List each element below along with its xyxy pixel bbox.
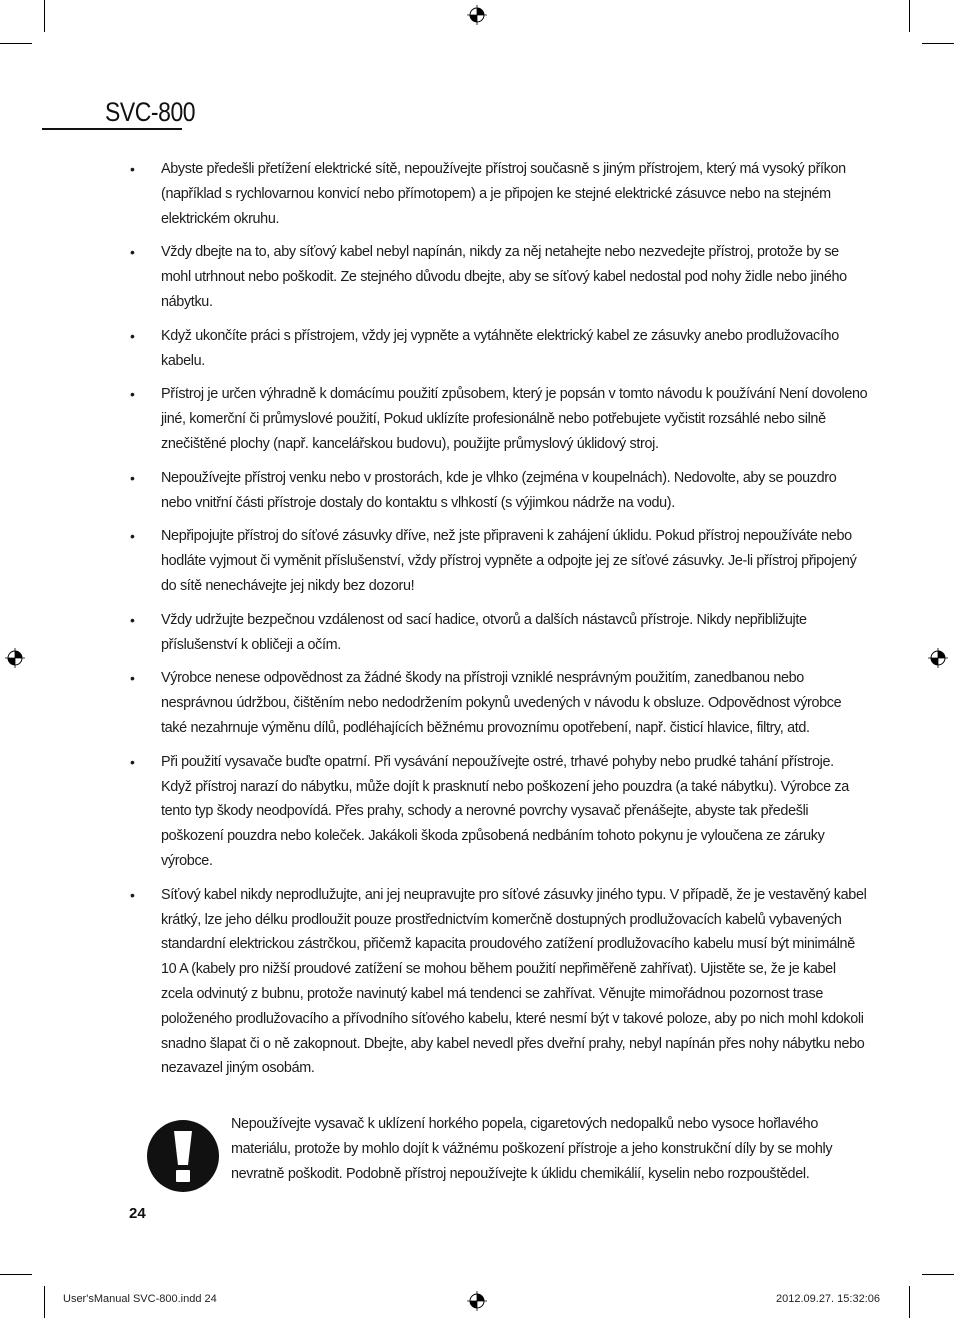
slug-date: 2012.09.27. 15:32:06 bbox=[776, 1293, 880, 1305]
crop-mark bbox=[922, 43, 954, 44]
registration-mark-icon bbox=[467, 1291, 487, 1311]
list-item-text: Vždy udržujte bezpečnou vzdálenost od sací hadice, otvorů a dalších nástavců přístroje. Nikdy nepřibližujte příslušenství k obličeji a očím. bbox=[161, 611, 807, 653]
bullet-icon: • bbox=[130, 386, 135, 403]
list-item-text: Síťový kabel nikdy neprodlužujte, ani jej neupravujte pro síťové zásuvky jiného typu. V případě, že je vestavěný kabel krátký, lze jeho délku prodloužit pouze prostřednictvím komerčně dostupných prodlužovacích kabelů vybavených standardní elektrickou zástrčkou, přičemž kapacita proudového zatížení prodlužovacího kabelu musí být minimálně 10 A (kabely pro nižší proudové zatížení se mohou během použití nepřiměřeně zahřívat). Ujistěte se, že je kabel zcela odvinutý z bubnu, protože navinutý kabel má tendenci se zahřívat. Věnujte mimořádnou pozornost trase položeného prodlužovacího a přívodního síťového kabelu, které nesmí být v takové poloze, aby po nich mohl kdokoli snadno šlapat či o ně zakopnout. Dbejte, aby kabel nevedl přes dveřní prahy, nebyl napínán přes nohy nábytku nebo nezavazel jiným osobám. bbox=[161, 886, 867, 1077]
list-item bbox=[128, 324, 868, 374]
crop-mark bbox=[44, 1286, 45, 1318]
list-item bbox=[128, 524, 868, 598]
registration-mark-icon bbox=[5, 648, 25, 668]
list-item bbox=[128, 466, 868, 516]
crop-mark bbox=[909, 1286, 910, 1318]
instructions bbox=[128, 157, 868, 1090]
list-item bbox=[128, 382, 868, 456]
bullet-icon: • bbox=[130, 244, 135, 261]
bullet-icon: • bbox=[130, 753, 135, 770]
crop-mark bbox=[0, 1274, 32, 1275]
warning-text: Nepoužívejte vysavač k uklízení horkého popela, cigaretových nedopalků nebo vysoce hořlavého materiálu, protože by mohlo dojít k vážnému poškození přístroje a jeho konstrukční díly by se mohly nevratně poškodit. Podobně přístroj nepoužívejte k úklidu chemikálií, kyselin nebo rozpouštědel. bbox=[231, 1116, 833, 1182]
crop-mark bbox=[0, 43, 32, 44]
bullet-icon: • bbox=[130, 469, 135, 486]
list-item-text: Při použití vysavače buďte opatrní. Při vysávání nepoužívejte ostré, trhavé pohyby nebo prudké tahání přístroje. Když přístroj narazí do nábytku, může dojít k prasknutí nebo poškození jeho pouzdra (a také nábytku). Výrobce za tento typ škody neodpovídá. Přes prahy, schody a nerovné povrchy vysavač přenášejte, abyste tak předešli poškození pouzdra nebo koleček. Jakákoli škoda způsobená nedbáním tohoto pokynu je vyloučena ze záruky výrobce. bbox=[161, 753, 849, 869]
list-item bbox=[128, 750, 868, 874]
crop-mark bbox=[909, 0, 910, 32]
bullet-icon: • bbox=[130, 670, 135, 687]
bullet-icon: • bbox=[130, 611, 135, 628]
page-number: 24 bbox=[129, 1205, 146, 1222]
registration-mark-icon bbox=[928, 648, 948, 668]
bullet-icon: • bbox=[130, 528, 135, 545]
list-item bbox=[128, 883, 868, 1081]
crop-mark bbox=[922, 1274, 954, 1275]
list-item bbox=[128, 666, 868, 740]
list-item bbox=[128, 157, 868, 231]
list-item-text: Nepřipojujte přístroj do síťové zásuvky dříve, než jste připraveni k zahájení úklidu. Pokud přístroj nepoužíváte nebo hodláte vyjmout či vyměnit příslušenství, vždy přístroj vypněte a odpojte jej ze síťové zásuvky. Je-li přístroj připojený do sítě nenechávejte jej nikdy bez dozoru! bbox=[161, 528, 857, 594]
list-item-text: Abyste předešli přetížení elektrické sítě, nepoužívejte přístroj současně s jiným přístrojem, který má vysoký příkon (například s rychlovarnou konvicí nebo přímotopem) a je připojen ke stejné elektrické zásuvce nebo na stejném elektrickém okruhu. bbox=[161, 161, 846, 227]
model-title: SVC-800 bbox=[105, 97, 196, 127]
bullet-icon: • bbox=[130, 161, 135, 177]
safety-list bbox=[128, 157, 868, 1081]
list-item bbox=[128, 608, 868, 658]
registration-mark-icon bbox=[467, 5, 487, 25]
list-item-text: Vždy dbejte na to, aby síťový kabel nebyl napínán, nikdy za něj netahejte nebo nezvedejte přístroj, protože by se mohl utrhnout nebo poškodit. Ze stejného důvodu dbejte, aby se síťový kabel nedostal pod nohy židle nebo jiného nábytku. bbox=[161, 244, 847, 310]
list-item-text: Přístroj je určen výhradně k domácímu použití způsobem, který je popsán v tomto návodu k používání Není dovoleno jiné, komerční či průmyslové použití, Pokud uklízíte profesionálně nebo potřebujete vyčistit rozsáhlé nebo silně znečištěné plochy (např. kancelářskou budovu), použijte průmyslový úklidový stroj. bbox=[161, 386, 868, 452]
bullet-icon: • bbox=[130, 886, 135, 903]
title-underline bbox=[42, 128, 182, 130]
exclamation-icon bbox=[147, 1120, 219, 1192]
list-item-text: Když ukončíte práci s přístrojem, vždy jej vypněte a vytáhněte elektrický kabel ze zásuvky anebo prodlužovacího kabelu. bbox=[161, 327, 839, 369]
list-item-text: Nepoužívejte přístroj venku nebo v prostorách, kde je vlhko (zejména v koupelnách). Nedovolte, aby se pouzdro nebo vnitřní části přístroje dostaly do kontaktu s vlhkostí (s výjimkou nádrže na vodu). bbox=[161, 469, 837, 511]
list-item bbox=[128, 240, 868, 314]
list-item-text: Výrobce nenese odpovědnost za žádné škody na přístroji vzniklé nesprávným použitím, zanedbanou nebo nesprávnou údržbou, čištěním nebo nedodržením pokynů uvedených v návodu k obsluze. Odpovědnost výrobce také nezahrnuje výměnu dílů, podléhajících běžnému provoznímu opotřebení, např. čisticí hlavice, filtry, atd. bbox=[161, 670, 842, 736]
warning-note bbox=[147, 1118, 877, 1218]
crop-mark bbox=[44, 0, 45, 32]
bullet-icon: • bbox=[130, 327, 135, 344]
slug-file: User'sManual SVC-800.indd 24 bbox=[63, 1293, 217, 1305]
